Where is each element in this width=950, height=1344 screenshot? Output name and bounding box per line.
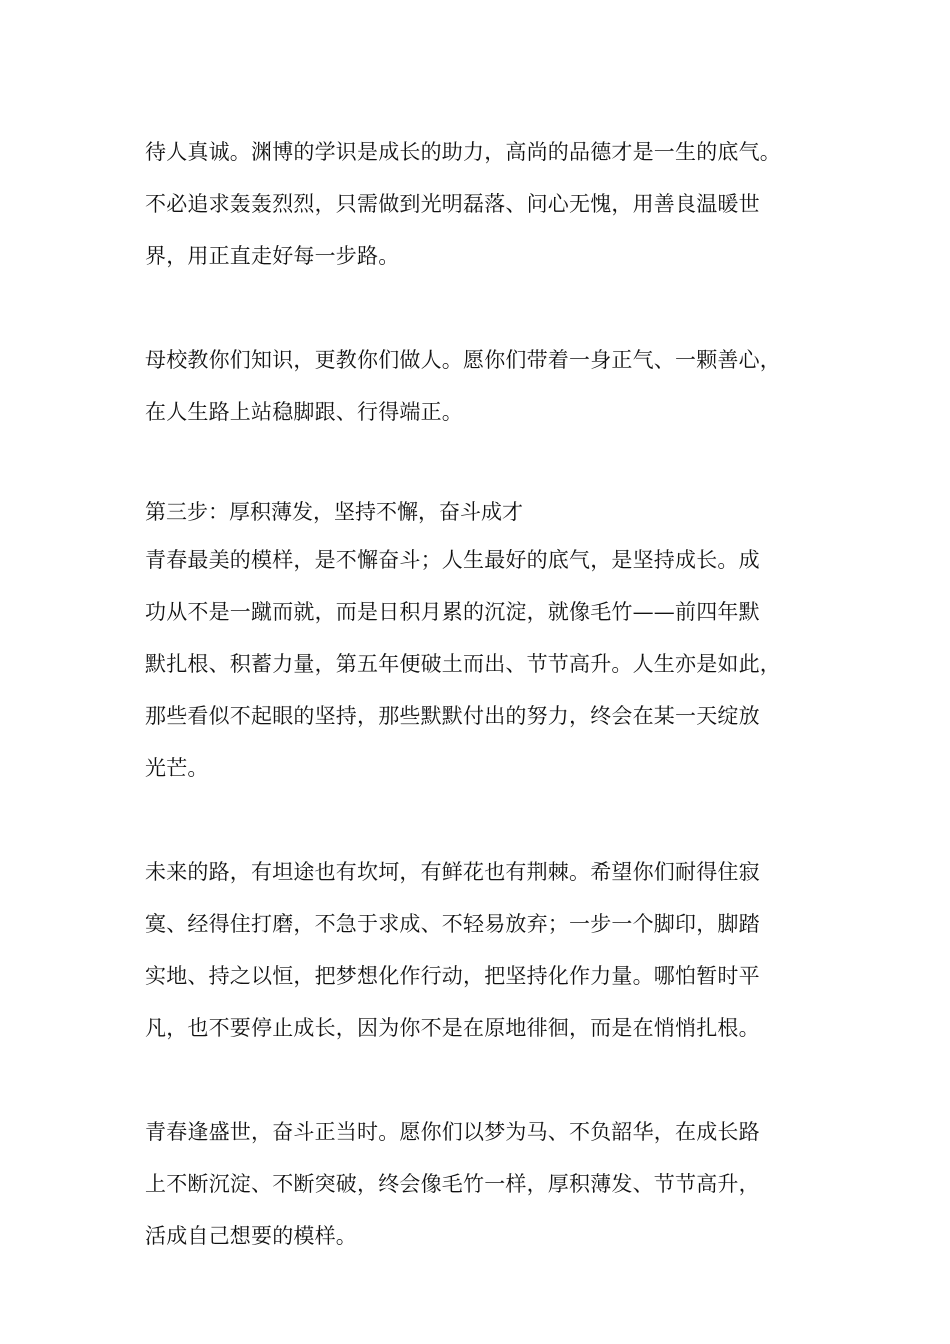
paragraph-line: 上不断沉淀、不断突破，终会像毛竹一样，厚积薄发、节节高升， [145, 1172, 760, 1196]
paragraph-gap [145, 794, 815, 846]
paragraph-2 [145, 334, 815, 438]
paragraph-line: 实地、持之以恒，把梦想化作行动，把坚持化作力量。哪怕暂时平 [145, 964, 760, 988]
paragraph-line: 界，用正直走好每一步路。 [145, 244, 400, 268]
paragraph-5 [145, 1106, 815, 1262]
paragraph-line: 那些看似不起眼的坚持，那些默默付出的努力，终会在某一天绽放 [145, 704, 760, 728]
paragraph-line: 未来的路，有坦途也有坎坷，有鲜花也有荆棘。希望你们耐得住寂 [145, 860, 760, 884]
paragraph-gap [145, 282, 815, 334]
paragraph-line: 母校教你们知识，更教你们做人。愿你们带着一身正气、一颗善心， [145, 348, 781, 372]
paragraph-line: 光芒。 [145, 756, 209, 780]
section-heading: 第三步：厚积薄发，坚持不懈，奋斗成才 [145, 500, 523, 524]
paragraph-line: 青春逢盛世，奋斗正当时。愿你们以梦为马、不负韶华，在成长路 [145, 1120, 760, 1144]
paragraph-line: 功从不是一蹴而就，而是日积月累的沉淀，就像毛竹——前四年默 [145, 600, 760, 624]
paragraph-line: 默扎根、积蓄力量，第五年便破土而出、节节高升。人生亦是如此， [145, 652, 781, 676]
document-body [145, 126, 815, 1262]
paragraph-line: 寞、经得住打磨，不急于求成、不轻易放弃；一步一个脚印，脚踏 [145, 912, 760, 936]
paragraph-3 [145, 534, 815, 794]
paragraph-line: 凡，也不要停止成长，因为你不是在原地徘徊，而是在悄悄扎根。 [145, 1016, 760, 1040]
paragraph-gap [145, 438, 815, 490]
paragraph-gap [145, 1054, 815, 1106]
paragraph-line: 活成自己想要的模样。 [145, 1224, 357, 1248]
paragraph-line: 待人真诚。渊博的学识是成长的助力，高尚的品德才是一生的底气。 [145, 140, 781, 164]
paragraph-line: 在人生路上站稳脚跟、行得端正。 [145, 400, 463, 424]
paragraph-4 [145, 846, 815, 1054]
paragraph-line: 不必追求轰轰烈烈，只需做到光明磊落、问心无愧，用善良温暖世 [145, 192, 760, 216]
paragraph-1 [145, 126, 815, 282]
paragraph-line: 青春最美的模样，是不懈奋斗；人生最好的底气，是坚持成长。成 [145, 548, 760, 572]
